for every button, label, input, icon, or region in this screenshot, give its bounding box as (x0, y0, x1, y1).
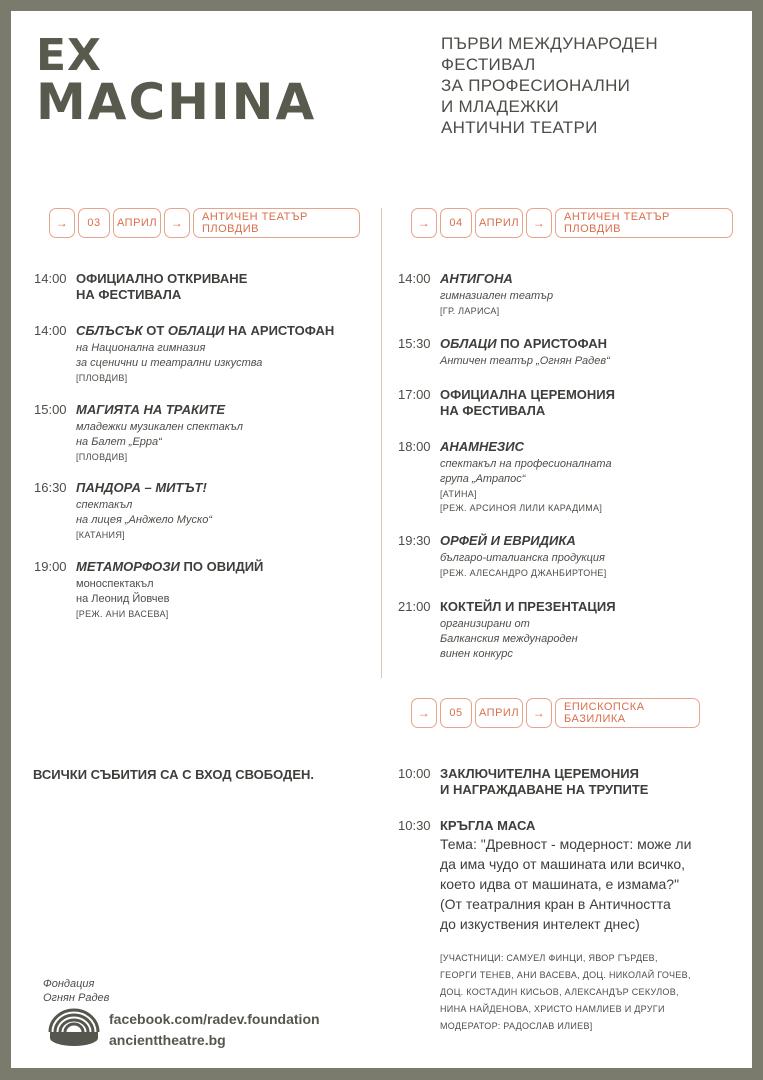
event-title: ОБЛАЦИ ПО АРИСТОФАН (440, 336, 608, 351)
event-title-line2: НА ФЕСТИВАЛА (440, 403, 546, 418)
event-time: 10:30 (398, 818, 431, 833)
event-title-line2: НА ФЕСТИВАЛА (76, 287, 182, 302)
event-title: КРЪГЛА МАСА (440, 818, 536, 833)
event-description: Античен театър „Огнян Радев“ (440, 355, 610, 367)
event-note: [ПЛОВДИВ] (76, 373, 128, 383)
arrow-right-icon: → (411, 208, 437, 238)
event-description: на Национална гимназия (76, 342, 206, 354)
ex-machina-logo (36, 30, 317, 131)
event-description: на Балет „Ерра“ (76, 436, 162, 448)
event-note: [ГР. ЛАРИСА] (440, 306, 500, 316)
event-title: ОРФЕЙ И ЕВРИДИКА (440, 533, 576, 548)
day-month: АПРИЛ (113, 208, 161, 238)
day-number: 03 (78, 208, 110, 238)
arrow-right-icon: → (526, 698, 552, 728)
event-time: 15:00 (34, 402, 67, 417)
event-title: МЕТАМОРФОЗИ ПО ОВИДИЙ (76, 559, 264, 574)
festival-line: ФЕСТИВАЛ (441, 55, 536, 74)
event-time: 16:30 (34, 480, 67, 495)
day-number: 05 (440, 698, 472, 728)
day-header-03 (49, 208, 360, 238)
day-venue: АНТИЧЕН ТЕАТЪР ПЛОВДИВ (555, 208, 733, 238)
event-title-line2: И НАГРАЖДАВАНЕ НА ТРУПИТЕ (440, 782, 649, 797)
event-note: [КАТАНИЯ] (76, 530, 125, 540)
event-description: на Леонид Йовчев (76, 593, 170, 605)
participants-line: ДОЦ. КОСТАДИН КИСЬОВ, АЛЕКСАНДЪР СЕКУЛОВ, (440, 987, 679, 997)
event-note: [РЕЖ. АНИ ВАСЕВА] (76, 609, 169, 619)
participants-line: [УЧАСТНИЦИ: САМУЕЛ ФИНЦИ, ЯВОР ГЪРДЕВ, (440, 953, 658, 963)
event-time: 18:00 (398, 439, 431, 454)
footer-links (109, 1009, 320, 1051)
day-venue: АНТИЧЕН ТЕАТЪР ПЛОВДИВ (193, 208, 360, 238)
event-title: ПАНДОРА – МИТЪТ! (76, 480, 207, 495)
participants-line: МОДЕРАТОР: РАДОСЛАВ ИЛИЕВ] (440, 1021, 593, 1031)
column-divider (381, 208, 382, 678)
logo-line-2: MACHINA (36, 73, 317, 131)
day-venue: ЕПИСКОПСКА БАЗИЛИКА (555, 698, 700, 728)
event-description: българо-италианска продукция (440, 552, 605, 564)
event-title: АНАМНЕЗИС (440, 439, 524, 454)
event-description: на лицея „Анджело Муско“ (76, 514, 212, 526)
round-table-topic: до изкуствения интелект днес) (440, 916, 640, 932)
day-header-05 (411, 698, 700, 728)
event-description: спектакъл (76, 499, 133, 511)
event-time: 14:00 (34, 271, 67, 286)
day-number: 04 (440, 208, 472, 238)
poster (11, 11, 752, 1068)
event-title: МАГИЯТА НА ТРАКИТЕ (76, 402, 225, 417)
website-link[interactable]: ancienttheatre.bg (109, 1032, 226, 1048)
event-description: група „Атрапос“ (440, 473, 526, 485)
foundation-line-1: Фондация (43, 978, 95, 990)
event-note: [ПЛОВДИВ] (76, 452, 128, 462)
event-description: младежки музикален спектакъл (76, 421, 244, 433)
arrow-right-icon: → (49, 208, 75, 238)
free-entry-notice: ВСИЧКИ СЪБИТИЯ СА С ВХОД СВОБОДЕН. (33, 767, 314, 782)
event-note: [АТИНА] (440, 489, 477, 499)
day-header-04 (411, 208, 733, 238)
event-title: КОКТЕЙЛ И ПРЕЗЕНТАЦИЯ (440, 599, 616, 614)
festival-line: ПЪРВИ МЕЖДУНАРОДЕН (441, 34, 658, 53)
event-description: спектакъл на професионалната (440, 458, 612, 470)
foundation-line-2: Огнян Радев (43, 992, 110, 1004)
foundation-logo-icon (48, 1008, 100, 1051)
event-time: 14:00 (398, 271, 431, 286)
event-description: моноспектакъл (76, 578, 154, 590)
participants-line: ГЕОРГИ ТЕНЕВ, АНИ ВАСЕВА, ДОЦ. НИКОЛАЙ ГОЧЕВ, (440, 970, 691, 980)
event-title: ЗАКЛЮЧИТЕЛНА ЦЕРЕМОНИЯ (440, 766, 639, 781)
event-description: за сценични и театрални изкуства (76, 357, 263, 369)
round-table-topic: (От театралния кран в Античността (440, 896, 671, 912)
event-time: 19:00 (34, 559, 67, 574)
round-table-topic: да има чудо от машината или всичко, (440, 856, 686, 872)
round-table-topic: Тема: "Древност - модерност: може ли (440, 836, 692, 852)
event-note: [РЕЖ. АРСИНОЯ ЛИЛИ КАРАДИМА] (440, 503, 603, 513)
event-title: АНТИГОНА (440, 271, 513, 286)
event-description: гимназиален театър (440, 290, 554, 302)
event-time: 17:00 (398, 387, 431, 402)
event-title: ОФИЦИАЛНА ЦЕРЕМОНИЯ (440, 387, 615, 402)
event-note: [РЕЖ. АЛЕСАНДРО ДЖАНБИРТОНЕ] (440, 568, 607, 578)
event-time: 14:00 (34, 323, 67, 338)
facebook-link[interactable]: facebook.com/radev.foundation (109, 1011, 320, 1027)
event-description: винен конкурс (440, 648, 513, 660)
participants-line: НИНА НАЙДЕНОВА, ХРИСТО НАМЛИЕВ И ДРУГИ (440, 1004, 665, 1014)
event-time: 19:30 (398, 533, 431, 548)
festival-line: АНТИЧНИ ТЕАТРИ (441, 118, 598, 137)
day-month: АПРИЛ (475, 208, 523, 238)
event-time: 21:00 (398, 599, 431, 614)
arrow-right-icon: → (164, 208, 190, 238)
arrow-right-icon: → (411, 698, 437, 728)
arrow-right-icon: → (526, 208, 552, 238)
festival-title (441, 33, 658, 138)
round-table-topic: което идва от машината, е измама?" (440, 876, 680, 892)
event-title: СБЛЪСЪК ОТ ОБЛАЦИ НА АРИСТОФАН (76, 323, 335, 338)
event-time: 10:00 (398, 766, 431, 781)
festival-line: ЗА ПРОФЕСИОНАЛНИ (441, 76, 631, 95)
day-month: АПРИЛ (475, 698, 523, 728)
logo-line-1: EX (36, 30, 102, 81)
festival-line: И МЛАДЕЖКИ (441, 97, 559, 116)
event-description: организирани от (440, 618, 530, 630)
event-time: 15:30 (398, 336, 431, 351)
event-title: ОФИЦИАЛНО ОТКРИВАНЕ (76, 271, 248, 286)
foundation-name (43, 977, 109, 1005)
event-description: Балканския международен (440, 633, 578, 645)
